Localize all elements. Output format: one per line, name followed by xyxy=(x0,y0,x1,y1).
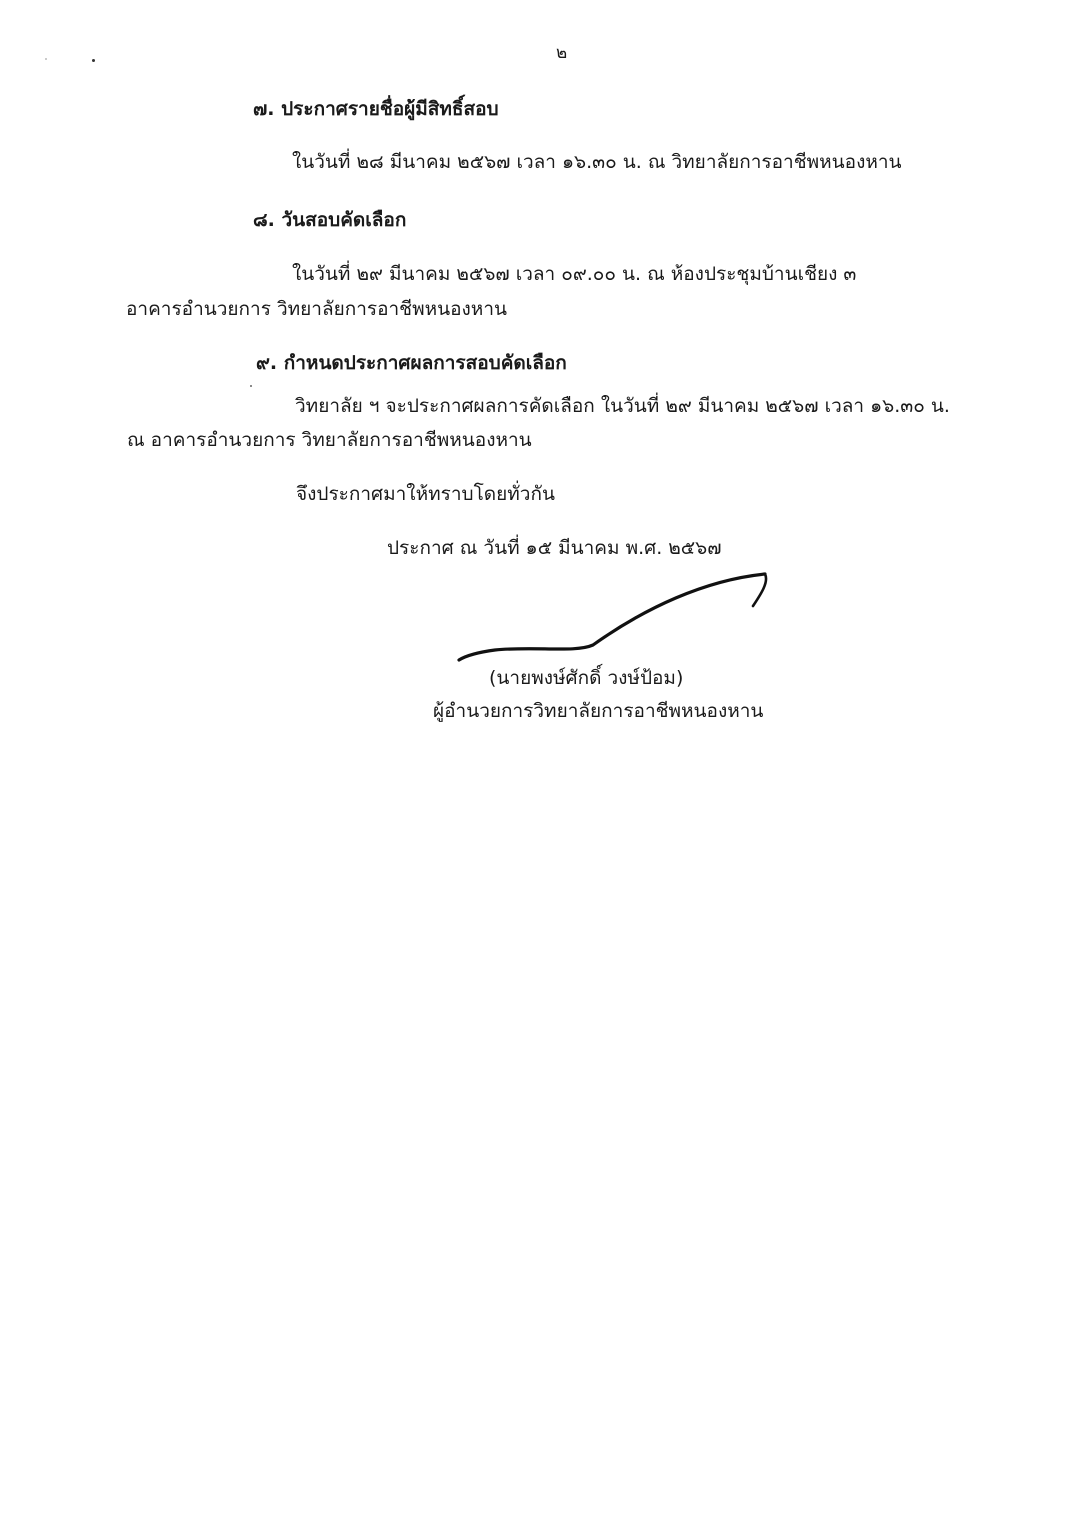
section-9-heading: ๙. กำหนดประกาศผลการสอบคัดเลือก xyxy=(256,352,567,374)
section-8-line-1: ในวันที่ ๒๙ มีนาคม ๒๕๖๗ เวลา ๐๙.๐๐ น. ณ ห้องประชุมบ้านเชียง ๓ xyxy=(292,263,857,285)
signatory-position: ผู้อำนวยการวิทยาลัยการอาชีพหนองหาน xyxy=(433,700,764,722)
section-9-line-2: ณ อาคารอำนวยการ วิทยาลัยการอาชีพหนองหาน xyxy=(127,429,532,451)
scan-speck xyxy=(92,59,95,62)
section-7-line-1: ในวันที่ ๒๘ มีนาคม ๒๕๖๗ เวลา ๑๖.๓๐ น. ณ วิทยาลัยการอาชีพหนองหาน xyxy=(292,151,902,173)
page-number: ๒ xyxy=(556,43,568,63)
section-8-heading: ๘. วันสอบคัดเลือก xyxy=(253,209,407,231)
announcement-date: ประกาศ ณ วันที่ ๑๕ มีนาคม พ.ศ. ๒๕๖๗ xyxy=(387,537,722,559)
section-7-heading: ๗. ประกาศรายชื่อผู้มีสิทธิ์สอบ xyxy=(253,98,499,120)
section-9-line-1: วิทยาลัย ฯ จะประกาศผลการคัดเลือก ในวันที่ ๒๙ มีนาคม ๒๕๖๗ เวลา ๑๖.๓๐ น. xyxy=(295,395,950,417)
signatory-name: (นายพงษ์ศักดิ์ วงษ์ป้อม) xyxy=(489,667,684,689)
signature xyxy=(455,568,775,666)
section-8-line-2: อาคารอำนวยการ วิทยาลัยการอาชีพหนองหาน xyxy=(126,298,507,320)
scan-speck xyxy=(250,385,252,387)
closing-text: จึงประกาศมาให้ทราบโดยทั่วกัน xyxy=(296,483,555,505)
scan-speck xyxy=(45,58,47,60)
